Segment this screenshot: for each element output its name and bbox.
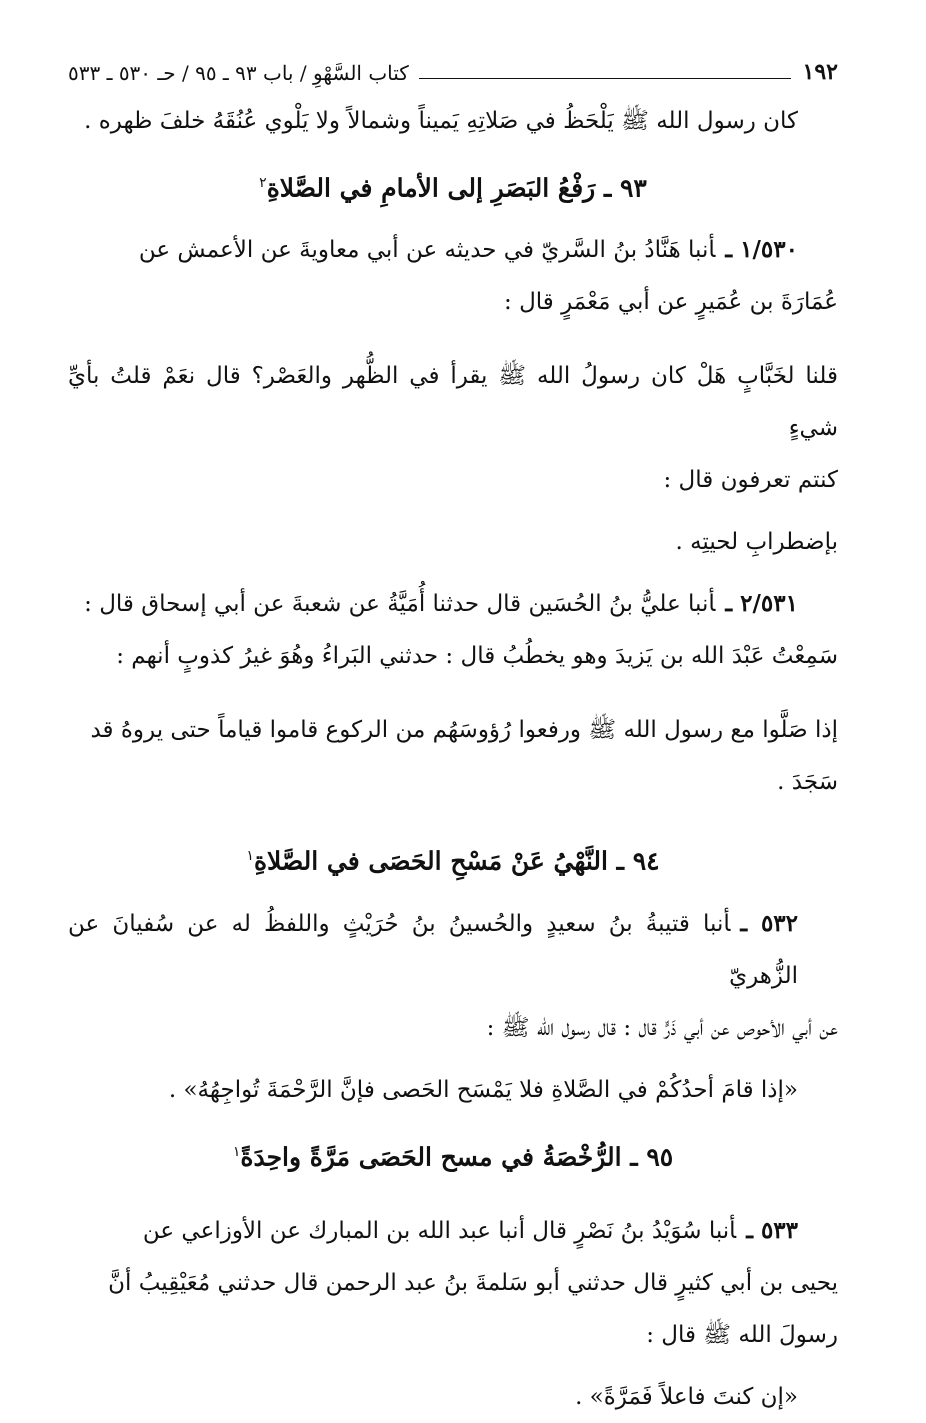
- hadith-line: [68, 898, 838, 1002]
- text-line: عن أبي الأحوص عن أبي ذَرٍّ قال : قال رسول الله ﷺ :: [486, 1014, 838, 1041]
- hadith-line: [68, 578, 838, 630]
- chapter-title: ٩٣ ـ رَفْعُ البَصَرِ إلى الأمامِ في الصَّلاةِ: [266, 173, 647, 203]
- hadith-text: أنبا سُوَيْدُ بنُ نَصْرٍ قال أنبا عبد الله بن المبارك عن الأوزاعي عن: [142, 1217, 737, 1244]
- footnote-marker: ٢: [259, 175, 267, 191]
- chapter-title: ٩٤ ـ النَّهْيُ عَنْ مَسْحِ الحَصَى في الصَّلاةِ: [253, 846, 660, 876]
- hadith-text: أنبا عليُّ بنُ الحُسَين قال حدثنا أُمَيَّةُ عن شعبةَ عن أبي إسحاق قال :: [84, 591, 716, 618]
- spacer: [68, 1116, 838, 1126]
- page-number: ١٩٢: [802, 59, 838, 85]
- text-line: كان رسول الله ﷺ يَلْحَظُ في صَلاتِهِ يَميناً وشمالاً ولا يَلْوي عُنُقَهُ خلفَ ظهره .: [84, 108, 798, 134]
- text-line: عُمَارَةَ بن عُمَيرٍ عن أبي مَعْمَرٍ قال :: [504, 289, 838, 316]
- text-line: سَجَدَ .: [777, 769, 838, 796]
- spacer: [68, 85, 838, 95]
- chapter-heading-95: [68, 1126, 838, 1183]
- spacer: [68, 1183, 838, 1205]
- spacer: [68, 1361, 838, 1371]
- running-title: كتاب السَّهْوِ / باب ٩٣ ـ ٩٥ / حـ ٥٣٠ ـ ٥٣٣: [68, 61, 409, 85]
- hadith-line: [68, 224, 838, 276]
- text-line: «إن كنتَ فاعلاً فَمَرَّةً» .: [575, 1383, 798, 1410]
- text-line: قلنا لخَبَّابٍ هَلْ كان رسولُ الله ﷺ يقرأ في الظُّهر والعَصْر؟ قال نعَمْ قلتُ بأيِّ شيءٍ: [68, 363, 838, 442]
- text-line: يحيى بن أبي كثيرٍ قال حدثني أبو سَلمةَ بنُ عبد الرحمن قال حدثني مُعَيْقِيبُ أنَّ: [108, 1269, 838, 1296]
- hadith-number: ٥٣٢ ـ: [740, 909, 798, 937]
- footnote-marker: ١: [232, 1143, 241, 1160]
- text-line: «إذا قامَ أحدُكُمْ في الصَّلاةِ فلا يَمْسَح الحَصى فإنَّ الرَّحْمَةَ تُواجِهُهُ» .: [168, 1076, 798, 1103]
- spacer: [68, 328, 838, 350]
- spacer: [68, 808, 838, 830]
- spacer: [68, 1054, 838, 1064]
- text-line: رسولَ الله ﷺ قال :: [646, 1321, 838, 1348]
- text-line: كنتم تعرفون قال :: [663, 467, 838, 494]
- text-line: بإضطرابِ لحيتِه .: [675, 529, 838, 556]
- header-rule: [419, 78, 791, 79]
- footnote-marker: ١: [246, 848, 254, 865]
- hadith-line: [68, 1205, 838, 1257]
- spacer: [68, 147, 838, 157]
- running-header: [68, 55, 838, 85]
- text-line: إذا صَلَّوا مع رسول الله ﷺ ورفعوا رُؤوسَهُم من الركوع قاموا قياماً حتى يروهُ قد: [90, 717, 838, 744]
- hadith-number: ٢/٥٣١ ـ: [725, 590, 798, 618]
- hadith-number: ١/٥٣٠ ـ: [725, 236, 798, 264]
- spacer: [68, 214, 838, 224]
- hadith-text: أنبا هَنَّادُ بنُ السَّريّ في حديثه عن أبي معاويةَ عن الأعمش عن: [138, 237, 716, 264]
- hadith-number: ٥٣٣ ـ: [746, 1216, 798, 1244]
- spacer: [68, 682, 838, 704]
- chapter-heading-93: [68, 157, 838, 214]
- hadith-text: أنبا قتيبةُ بنُ سعيدٍ والحُسينُ بنُ حُرَيْثٍ واللفظُ له عن سُفيانَ عن الزُّهريّ: [68, 910, 798, 989]
- spacer: [68, 568, 838, 578]
- chapter-heading-94: [68, 830, 838, 887]
- page-body: [68, 55, 838, 1423]
- chapter-title: ٩٥ ـ الرُّخْصَةُ في مسح الحَصَى مَرَّةً واحِدَةً: [240, 1141, 674, 1171]
- text-line: سَمِعْتُ عَبْدَ الله بن يَزيدَ وهو يخطُبُ قال : حدثني البَراءُ وهُوَ غيرُ كذوبٍ أنهم :: [116, 643, 838, 670]
- spacer: [68, 506, 838, 516]
- spacer: [68, 888, 838, 898]
